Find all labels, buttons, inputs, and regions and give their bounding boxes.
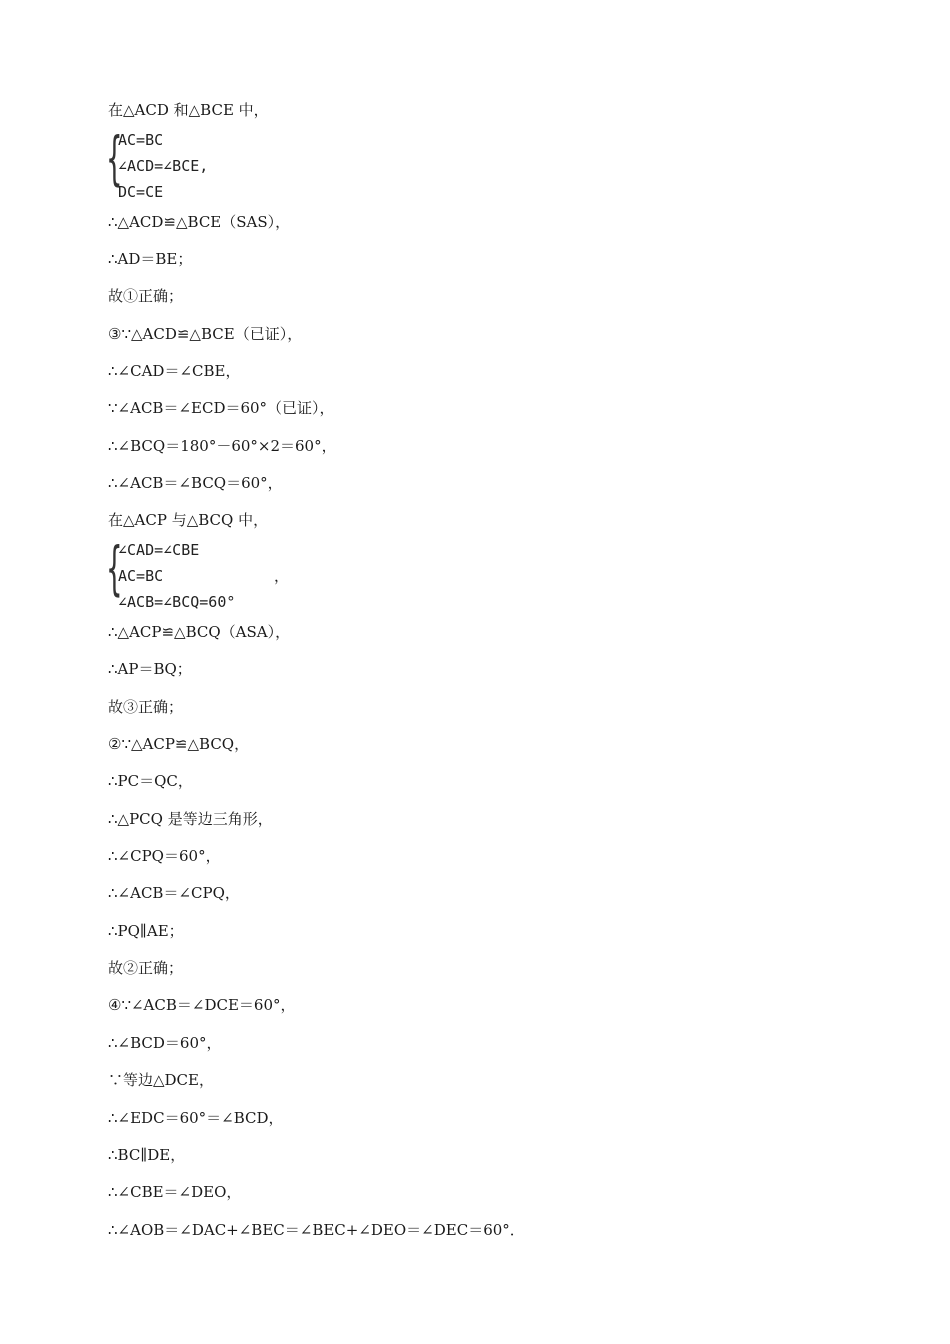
equation-system-2 [106, 534, 326, 614]
text-line: ∴∠BCQ＝180°－60°×2＝60°， [108, 437, 337, 455]
text-line: ∴PQ∥AE； [108, 922, 184, 940]
text-line: ∴∠CAD＝∠CBE， [108, 362, 241, 380]
text-line: 故③正确； [108, 698, 184, 716]
text-line: ∵∠ACB＝∠ECD＝60°（已证）， [108, 399, 335, 417]
text-line: ∴∠CPQ＝60°， [108, 847, 221, 865]
system-row: AC=BC [118, 131, 164, 149]
text-line: ∴∠ACB＝∠BCQ＝60°， [108, 474, 283, 492]
text-line: ∴∠EDC＝60°＝∠BCD， [108, 1109, 284, 1127]
text-line: ∴PC＝QC， [108, 772, 193, 790]
system-row: ∠ACD=∠BCE, [118, 157, 209, 175]
text-line: ∴∠CBE＝∠DEO， [108, 1183, 242, 1201]
text-line: ③∵△ACD≌△BCE（已证）， [108, 325, 303, 343]
brace-symbol: { [106, 124, 123, 192]
system-row: AC=BC [118, 567, 164, 585]
text-line: 故②正确； [108, 959, 184, 977]
text-line: ∴△ACD≌△BCE（SAS）， [108, 213, 291, 231]
text-line: ∵等边△DCE， [108, 1071, 214, 1089]
text-line: ∴BC∥DE， [108, 1146, 186, 1164]
equation-system-1 [106, 124, 306, 204]
system-row: ∠CAD=∠CBE [118, 541, 200, 559]
text-line: 在△ACP 与△BCQ 中， [108, 511, 269, 529]
text-line: ∴△ACP≌△BCQ（ASA）， [108, 623, 291, 641]
text-line: ∴∠BCD＝60°， [108, 1034, 222, 1052]
text-line: ∴△PCQ 是等边三角形， [108, 810, 273, 828]
text-line: ∴AP＝BQ； [108, 660, 192, 678]
text-line: 故①正确； [108, 287, 184, 305]
text-line: ∴∠AOB＝∠DAC+∠BEC＝∠BEC+∠DEO＝∠DEC＝60°． [108, 1221, 525, 1239]
text-line: ②∵△ACP≌△BCQ， [108, 735, 250, 753]
text-line: ∴AD＝BE； [108, 250, 193, 268]
system-row: ∠ACB=∠BCQ=60° [118, 593, 236, 611]
brace-symbol: { [106, 534, 123, 602]
system-row: DC=CE [118, 183, 164, 201]
text-line: ④∵∠ACB＝∠DCE＝60°， [108, 996, 296, 1014]
text-line: 在△ACD 和△BCE 中， [108, 101, 269, 119]
text-line: ∴∠ACB＝∠CPQ， [108, 884, 240, 902]
system-trailing-comma: ， [274, 567, 290, 585]
